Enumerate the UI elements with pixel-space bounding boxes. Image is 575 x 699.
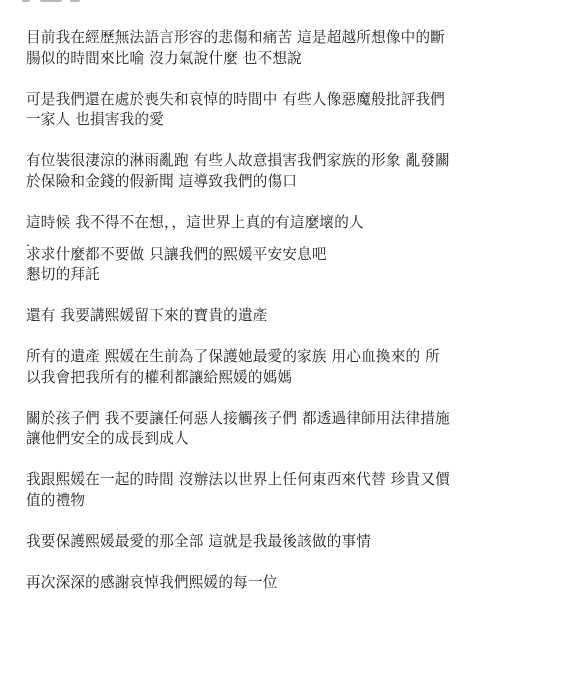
- post-line: 所有的遺產 熙媛在生前為了保護她最愛的家族 用心血換來的 所: [26, 348, 440, 365]
- post-paragraph-6: [26, 306, 556, 327]
- post-line: 以我會把我所有的權利都讓給熙媛的媽媽: [26, 368, 293, 386]
- post-paragraph-4: [26, 213, 556, 234]
- top-cropped-ui: [0, 0, 575, 3]
- post-line: 求求什麼都不要做 只讓我們的熙媛平安安息吧: [26, 245, 327, 263]
- post-paragraph-2: [26, 90, 556, 131]
- post-line: 有位裝很淒涼的淋雨亂跑 有些人故意損害我們家族的形象 亂發關: [26, 152, 450, 169]
- post-line: 關於孩子們 我不要讓任何惡人接觸孩子們 都透過律師用法律措施: [26, 409, 450, 427]
- cropped-fragment: [70, 0, 80, 2]
- post-line: 我跟熙媛在一起的時間 沒辦法以世界上任何東西來代替 珍貴又價: [26, 471, 450, 488]
- post-body: [26, 28, 556, 614]
- post-line: 值的禮物: [26, 491, 86, 509]
- post-paragraph-5: [26, 245, 556, 286]
- post-line: 於保險和金錢的假新聞 這導致我們的傷口: [26, 172, 298, 190]
- post-line: 讓他們安全的成長到成人: [26, 430, 189, 447]
- post-line: 腸似的時間來比喻 沒力氣說什麼 也不想說: [26, 49, 302, 67]
- cropped-fragment: [22, 0, 30, 2]
- post-line: 一家人 也損害我的愛: [26, 111, 164, 128]
- post-paragraph-7: [26, 347, 556, 388]
- post-paragraph-9: [26, 470, 556, 511]
- post-paragraph-11: [26, 573, 556, 594]
- post-paragraph-1: [26, 28, 556, 69]
- post-paragraph-10: [26, 532, 556, 553]
- cropped-fragment: [40, 0, 62, 2]
- post-line: 目前我在經歷無法語言形容的悲傷和痛苦 這是超越所想像中的斷: [26, 29, 446, 46]
- post-paragraph-3: [26, 151, 556, 192]
- post-line: 我要保護熙媛最愛的那全部 這就是我最後該做的事情: [26, 532, 372, 550]
- post-line: 還有 我要講熙媛留下來的寶貴的遺產: [26, 307, 268, 324]
- stray-period-mark: .: [26, 234, 31, 249]
- post-line: 再次深深的感謝哀悼我們熙媛的每一位: [26, 573, 278, 591]
- post-paragraph-8: [26, 409, 556, 450]
- post-line: 懇切的拜託: [26, 266, 100, 283]
- post-line: 可是我們還在處於喪失和哀悼的時間中 有些人像惡魔般批評我們: [26, 90, 446, 108]
- post-line: 這時候 我不得不在想，，這世界上真的有這麼壞的人: [26, 213, 364, 231]
